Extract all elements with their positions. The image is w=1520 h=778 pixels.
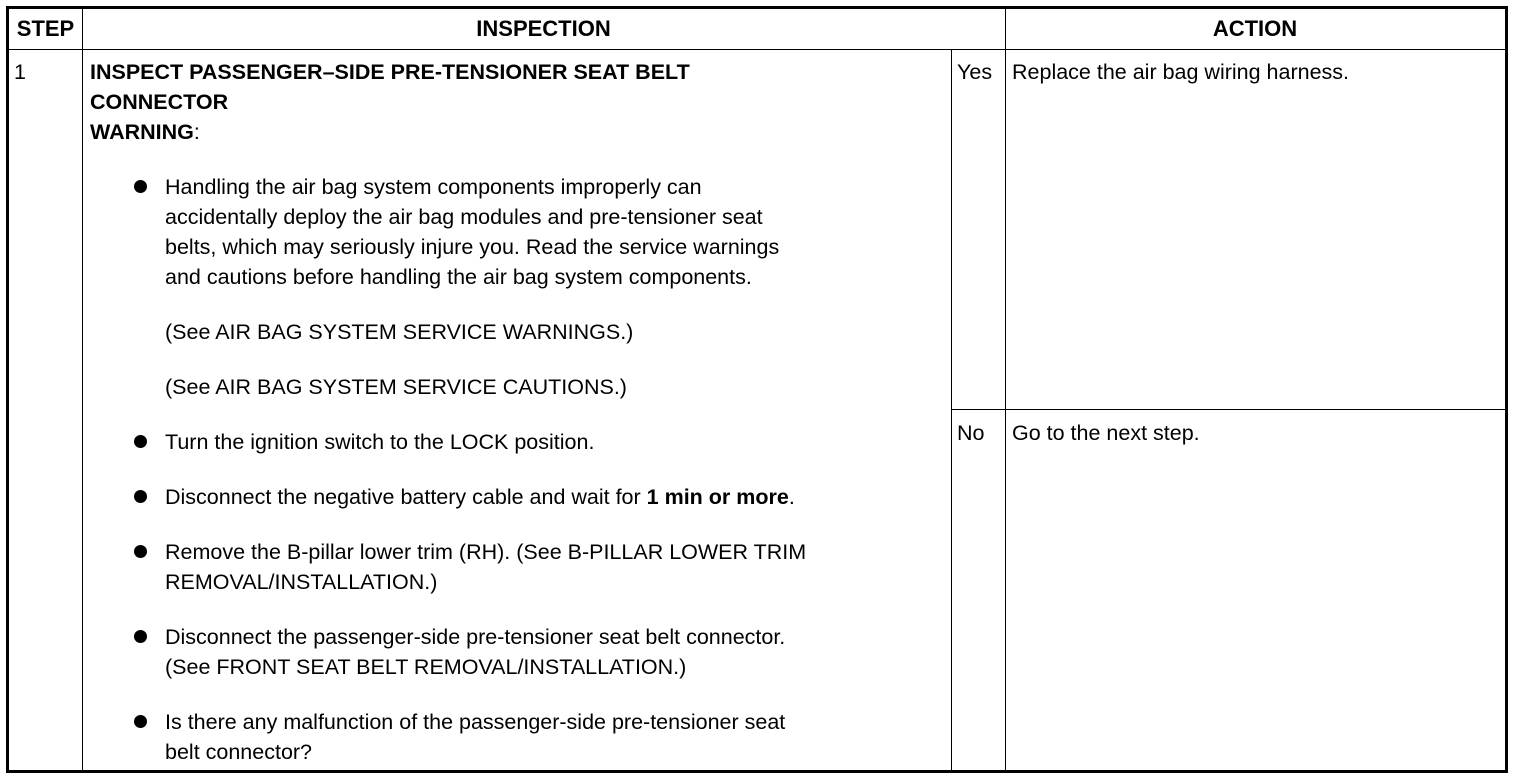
column-divider-action <box>1005 9 1006 770</box>
bullet-1-line2: accidentally deploy the air bag modules and pre-tensioner seat <box>165 205 763 229</box>
bullet-dot-6 <box>134 715 147 728</box>
action-yes: Replace the air bag wiring harness. <box>1012 60 1350 84</box>
bullet-dot-4 <box>134 545 147 558</box>
reference-cautions: (See AIR BAG SYSTEM SERVICE CAUTIONS.) <box>165 375 627 399</box>
bullet-dot-5 <box>134 630 147 643</box>
result-divider <box>951 409 1505 410</box>
answer-yes: Yes <box>957 60 993 84</box>
bullet-2-text: Turn the ignition switch to the LOCK position. <box>165 430 595 454</box>
inspection-table <box>6 6 1508 773</box>
bullet-1-line1: Handling the air bag system components improperly can <box>165 175 702 199</box>
bullet-5-line2: (See FRONT SEAT BELT REMOVAL/INSTALLATION.) <box>165 655 687 679</box>
header-action: ACTION <box>1212 16 1298 41</box>
bullet-dot-1 <box>134 180 147 193</box>
bullet-3-text-pre: Disconnect the negative battery cable and wait for <box>165 485 647 509</box>
bullet-4-line1: Remove the B-pillar lower trim (RH). (See B-PILLAR LOWER TRIM <box>165 540 807 564</box>
bullet-1-line3: belts, which may seriously injure you. Read the service warnings <box>165 235 780 259</box>
bullet-4-line2: REMOVAL/INSTALLATION.) <box>165 570 438 594</box>
action-no: Go to the next step. <box>1012 421 1200 445</box>
bullet-1-line4: and cautions before handling the air bag system components. <box>165 265 752 289</box>
bullet-3-text-post: . <box>788 485 795 509</box>
step-number: 1 <box>14 60 26 84</box>
warning-colon: : <box>193 120 200 144</box>
inspection-title-line2: CONNECTOR <box>90 90 229 114</box>
bullet-5-line1: Disconnect the passenger-side pre-tensioner seat belt connector. <box>165 625 786 649</box>
header-divider <box>9 49 1505 50</box>
inspection-title-line1: INSPECT PASSENGER–SIDE PRE-TENSIONER SEAT BELT <box>90 60 690 84</box>
bullet-dot-3 <box>134 490 147 503</box>
column-divider-step <box>82 9 83 770</box>
bullet-6-line2: belt connector? <box>165 740 313 764</box>
answer-no: No <box>957 421 985 445</box>
warning-label: WARNING <box>90 120 194 144</box>
header-inspection: INSPECTION <box>476 16 611 41</box>
warning-heading <box>90 117 200 147</box>
bullet-6-line1: Is there any malfunction of the passenger-side pre-tensioner seat <box>165 710 786 734</box>
bullet-3-duration: 1 min or more <box>646 485 789 509</box>
header-step: STEP <box>16 16 75 41</box>
bullet-dot-2 <box>134 435 147 448</box>
bullet-3-text <box>165 482 795 512</box>
reference-warnings: (See AIR BAG SYSTEM SERVICE WARNINGS.) <box>165 320 634 344</box>
